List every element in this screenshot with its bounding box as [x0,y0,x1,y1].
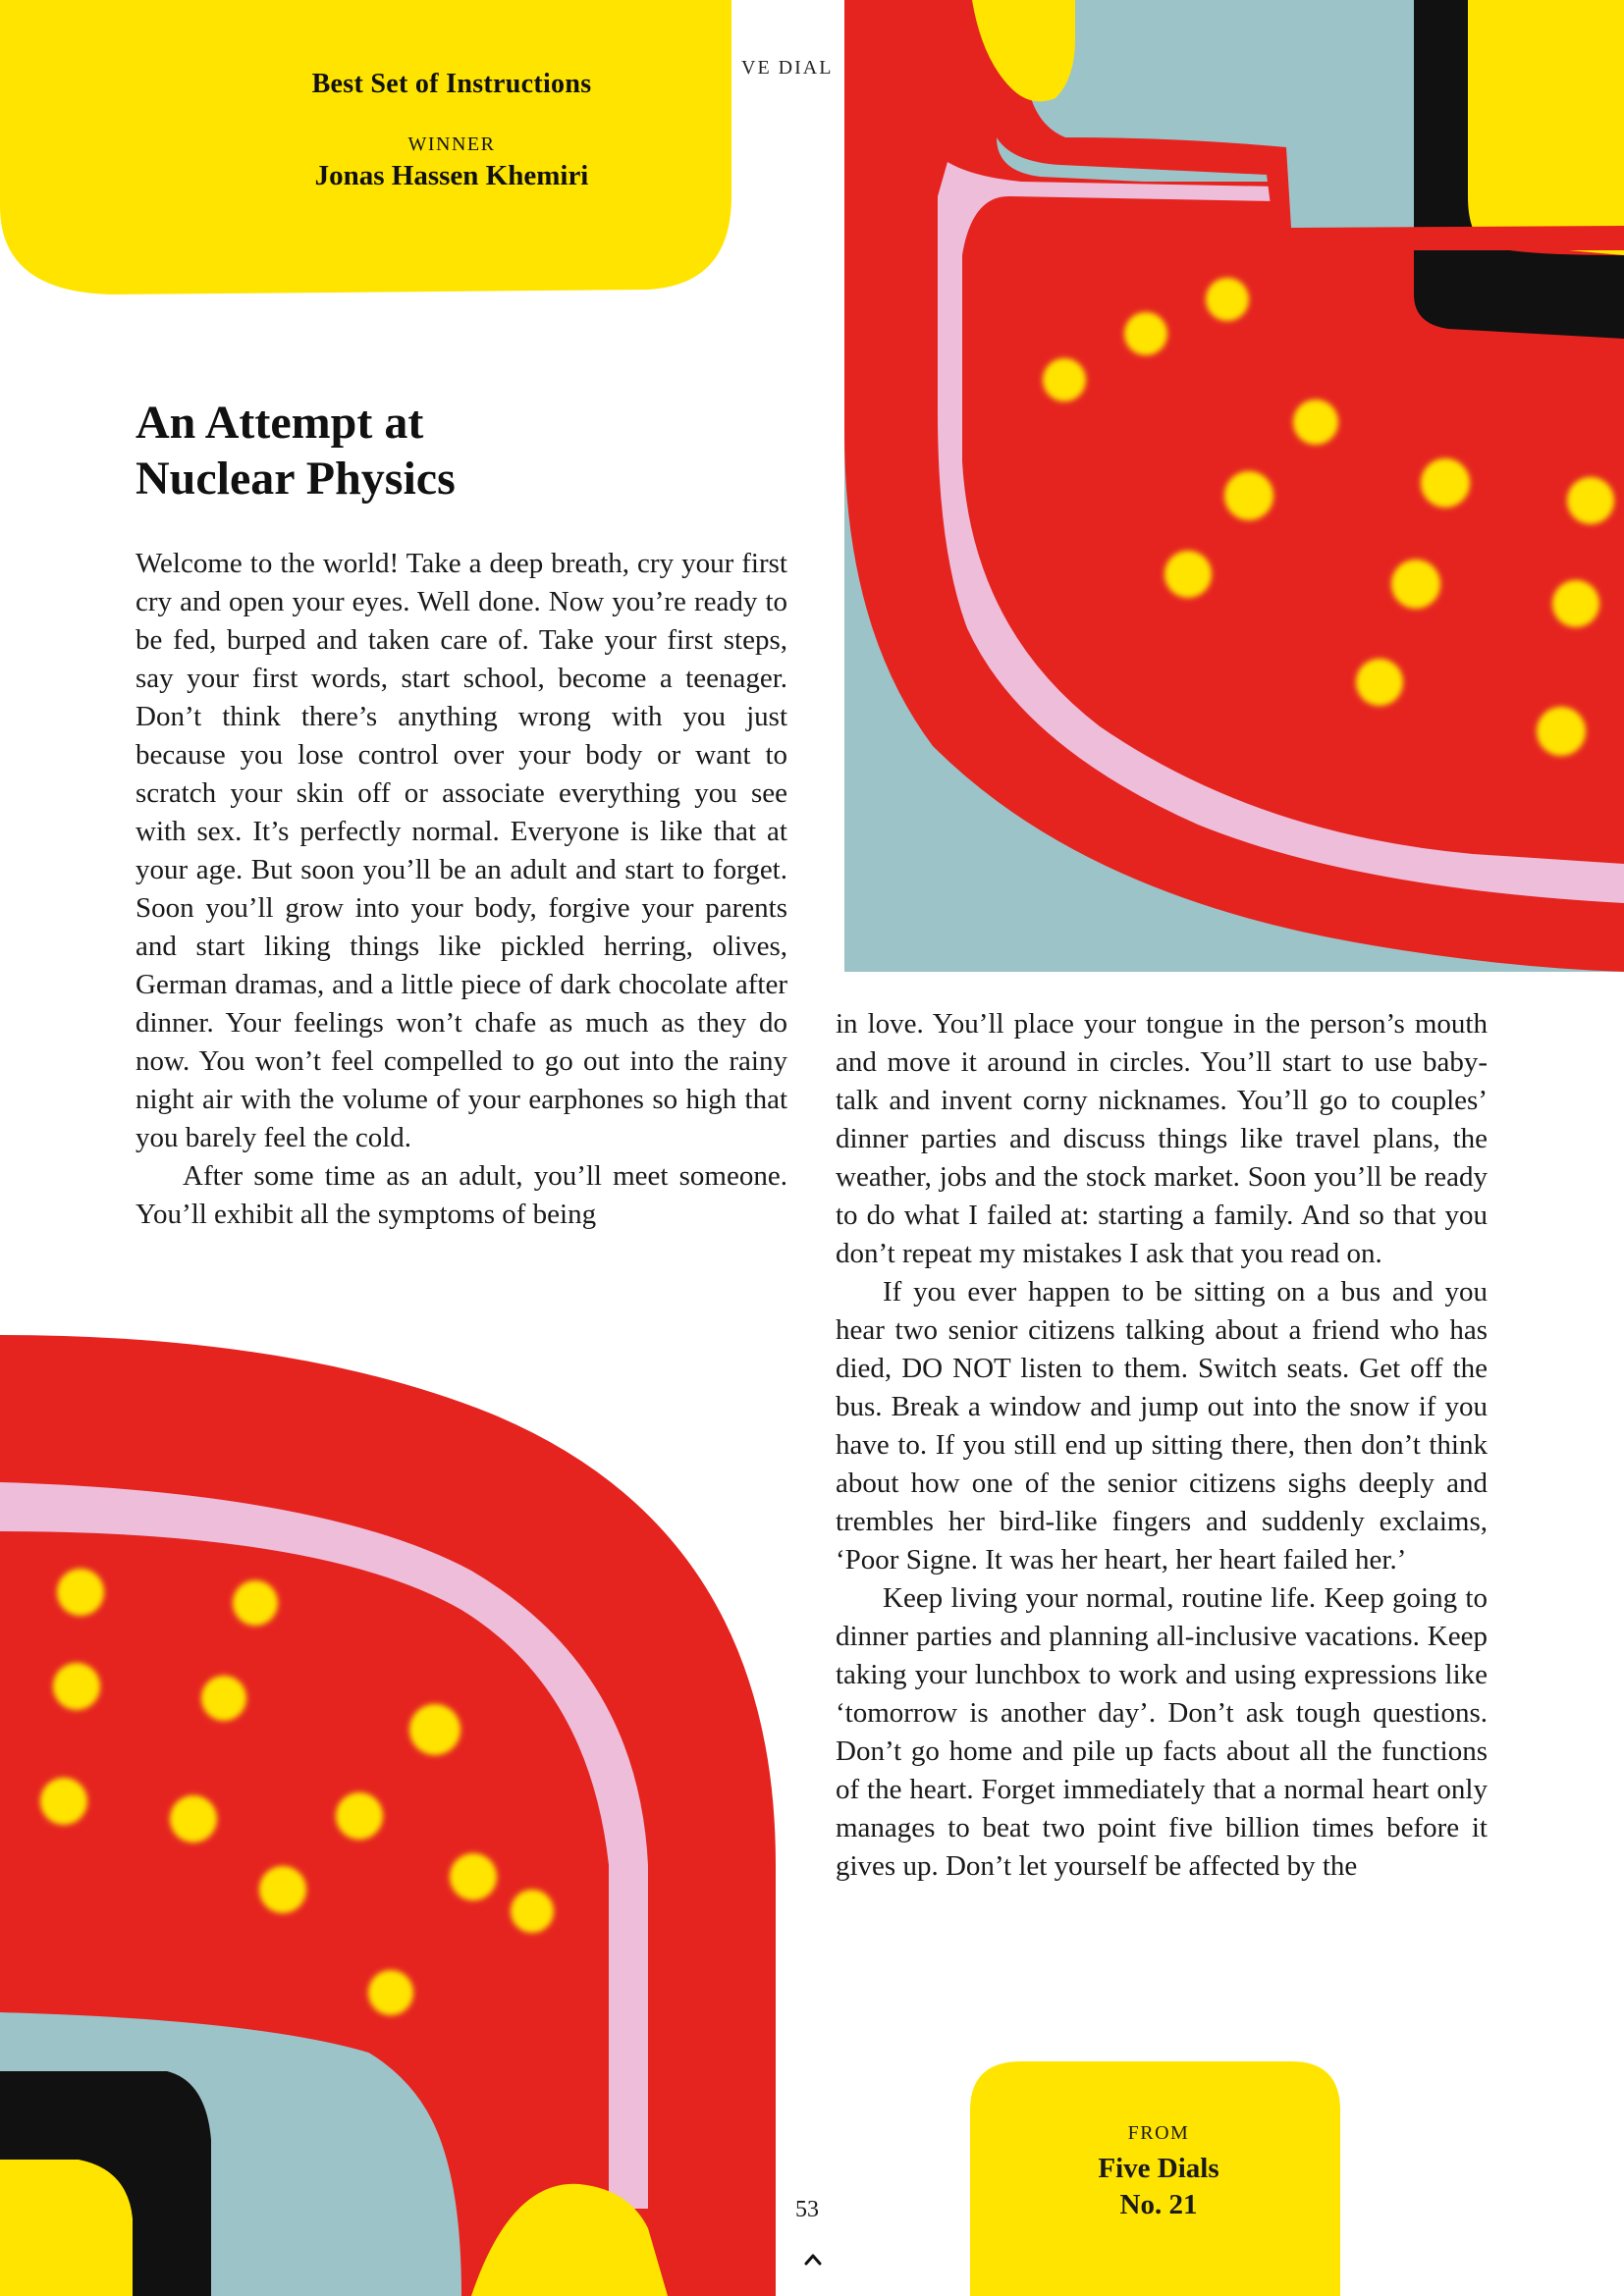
source-from: FROM [1127,2122,1190,2144]
title-line-1: An Attempt at [135,397,424,449]
source-label [972,2122,1345,2223]
source-title [972,2151,1345,2223]
paragraph: If you ever happen to be sitting on a bus and you hear two senior citizens talking about a friend who has died, DO NOT listen to them. Switch seats. Get off the bus. Break a window and jump out into the snow if you have to. If you still end up sitting there, then don’t think about how one of the senior citizens sighs deeply and trembles her bird-like fingers and suddenly exclaims, ‘Poor Signe. It was her heart, her heart failed her.’ [836,1276,1488,1575]
title-line-2: Nuclear Physics [135,453,456,505]
award-status: WINNER [407,133,496,155]
award-category: Best Set of Instructions [311,69,592,99]
award-label [236,69,668,192]
left-text-column [135,545,787,1234]
chevron-up-icon[interactable] [803,2250,823,2269]
paragraph: in love. You’ll place your tongue in the person’s mouth and move it around in circles. You’ll start to use baby-talk and invent corny nicknames. You’ll go to couples’ dinner parties and discuss things like travel plans, the weather, jobs and the stock market. Soon you’ll be ready to do what I failed at: starting a family. And so that you don’t repeat my mistakes I ask that you read on. [836,1008,1488,1269]
award-author: Jonas Hassen Khemiri [314,160,589,191]
right-text-column [836,1005,1488,1886]
paragraph: Keep living your normal, routine life. Keep going to dinner parties and planning all-inclusive vacations. Keep taking your lunchbox to work and using expressions like ‘tomorrow is another day’. Don’t ask tough questions. Don’t go home and pile up facts about all the functions of the heart. Forget immediately that a normal heart only manages to beat two point five billion times before it gives up. Don’t let yourself be affected by the [836,1582,1488,1882]
source-title-line-2: No. 21 [1119,2189,1198,2220]
paragraph: After some time as an adult, you’ll meet someone. You’ll exhibit all the symptoms of being [135,1160,787,1230]
article-title [135,395,456,507]
paragraph: Welcome to the world! Take a deep breath, cry your first cry and open your eyes. Well done. Now you’re ready to be fed, burped and taken care of. Take your first steps, say your first words, start school, become a teenager. Don’t think there’s anything wrong with you just because you lose control over your body or want to scratch your skin off or associate everything you see with sex. It’s perfectly normal. Everyone is like that at your age. But soon you’ll be an adult and start to forget. Soon you’ll grow into your body, forgive your parents and start liking things like pickled herring, olives, German dramas, and a little piece of dark chocolate after dinner. Your feelings won’t chafe as much as they do now. You won’t feel compelled to go out into the rainy night air with the volume of your earphones so high that you barely feel the cold. [135,548,787,1153]
bottom-left-arch [0,1335,776,2296]
source-title-line-1: Five Dials [1098,2153,1219,2184]
top-right-arch [844,0,1624,972]
page-number: 53 [795,2197,819,2222]
running-head: VE DIAL [741,57,834,79]
